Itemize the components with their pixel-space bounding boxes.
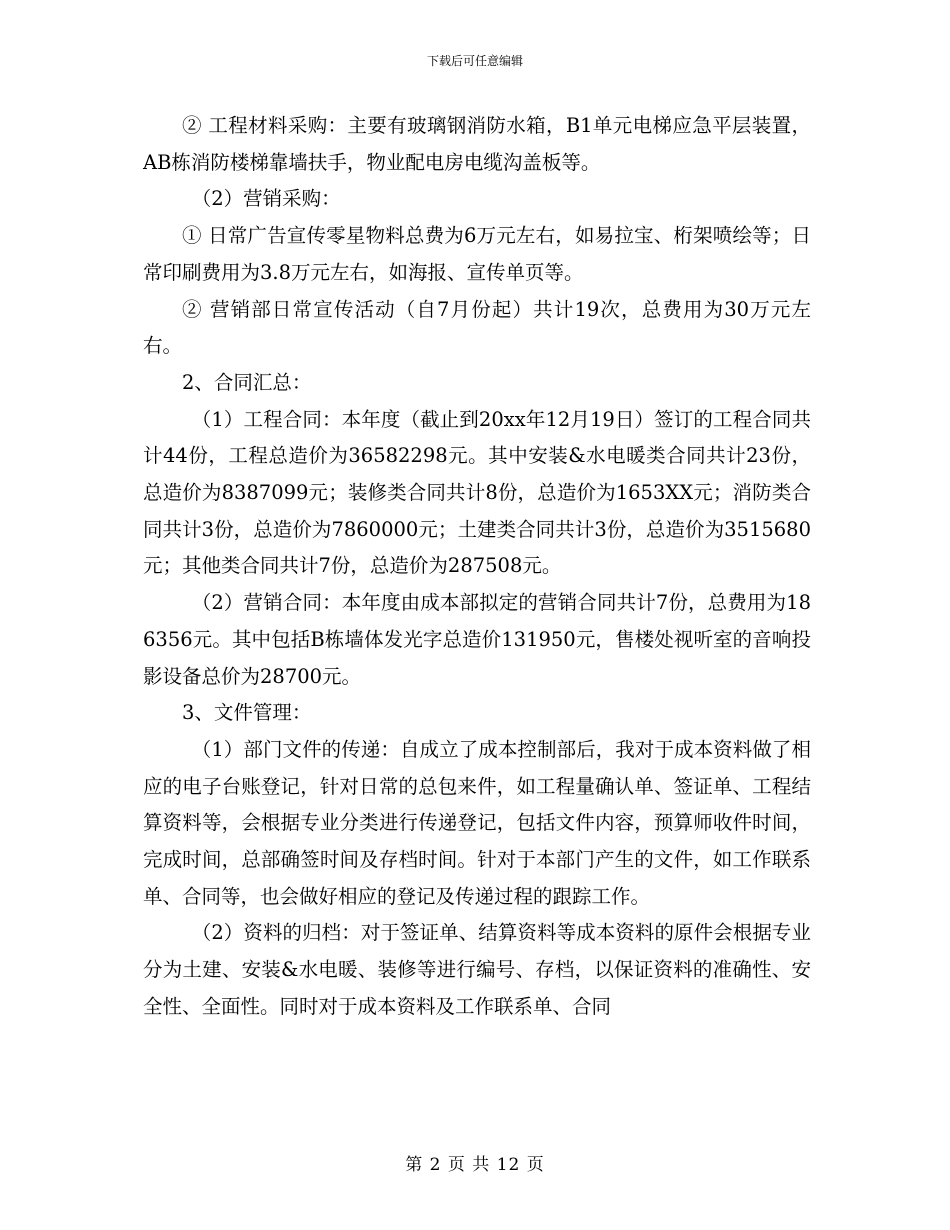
paragraph-daily-advertising: ① 日常广告宣传零星物料总费为6万元左右，如易拉宝、桁架喷绘等；日常印刷费用为3.8万元左右，如海报、宣传单页等。	[143, 224, 811, 284]
paragraph-marketing-activities: ② 营销部日常宣传活动（自7月份起）共计19次，总费用为30万元左右。	[143, 297, 811, 358]
paragraph-marketing-contracts: （2）营销合同：本年度由成本部拟定的营销合同共计7份，总费用为186356元。其中包括B栋墙体发光字总造价131950元，售楼处视听室的音响投影设备总价为28700元。	[143, 591, 811, 688]
paragraph-engineering-contracts: （1）工程合同：本年度（截止到20xx年12月19日）签订的工程合同共计44份，工程总造价为36582298元。其中安装&水电暖类合同共计23份，总造价为8387099元；装修类合同共计8份，总造价为1653XX元；消防类合同共计3份，总造价为7860000元；土建类合同共计3份，总造价为3515680元；其他类合同共计7份，总造价为287508元。	[143, 407, 811, 578]
page-number-footer: 第 2 页 共 12 页	[405, 1155, 545, 1175]
page-header: 下载后可任意编辑	[426, 54, 523, 68]
paragraph-engineering-materials: ② 工程材料采购：主要有玻璃钢消防水箱，B1单元电梯应急平层装置，AB栋消防楼梯靠墙扶手，物业配电房电缆沟盖板等。	[143, 114, 811, 174]
paragraph-marketing-purchase-heading: （2）营销采购：	[191, 187, 341, 211]
document-body	[143, 108, 811, 1026]
section-heading-document-management: 3、文件管理：	[182, 701, 312, 725]
paragraph-document-archiving: （2）资料的归档：对于签证单、结算资料等成本资料的原件会根据专业分为土建、安装&水电暖、装修等进行编号、存档，以保证资料的准确性、安全性、全面性。同时对于成本资料及工作联系单、合同	[143, 921, 811, 1018]
paragraph-document-transfer: （1）部门文件的传递：自成立了成本控制部后，我对于成本资料做了相应的电子台账登记，针对日常的总包来件，如工程量确认单、签证单、工程结算资料等，会根据专业分类进行传递登记，包括文件内容，预算师收件时间，完成时间，总部确签时间及存档时间。针对于本部门产生的文件，如工作联系单、合同等，也会做好相应的登记及传递过程的跟踪工作。	[143, 737, 811, 908]
section-heading-contract-summary: 2、合同汇总：	[182, 370, 312, 394]
